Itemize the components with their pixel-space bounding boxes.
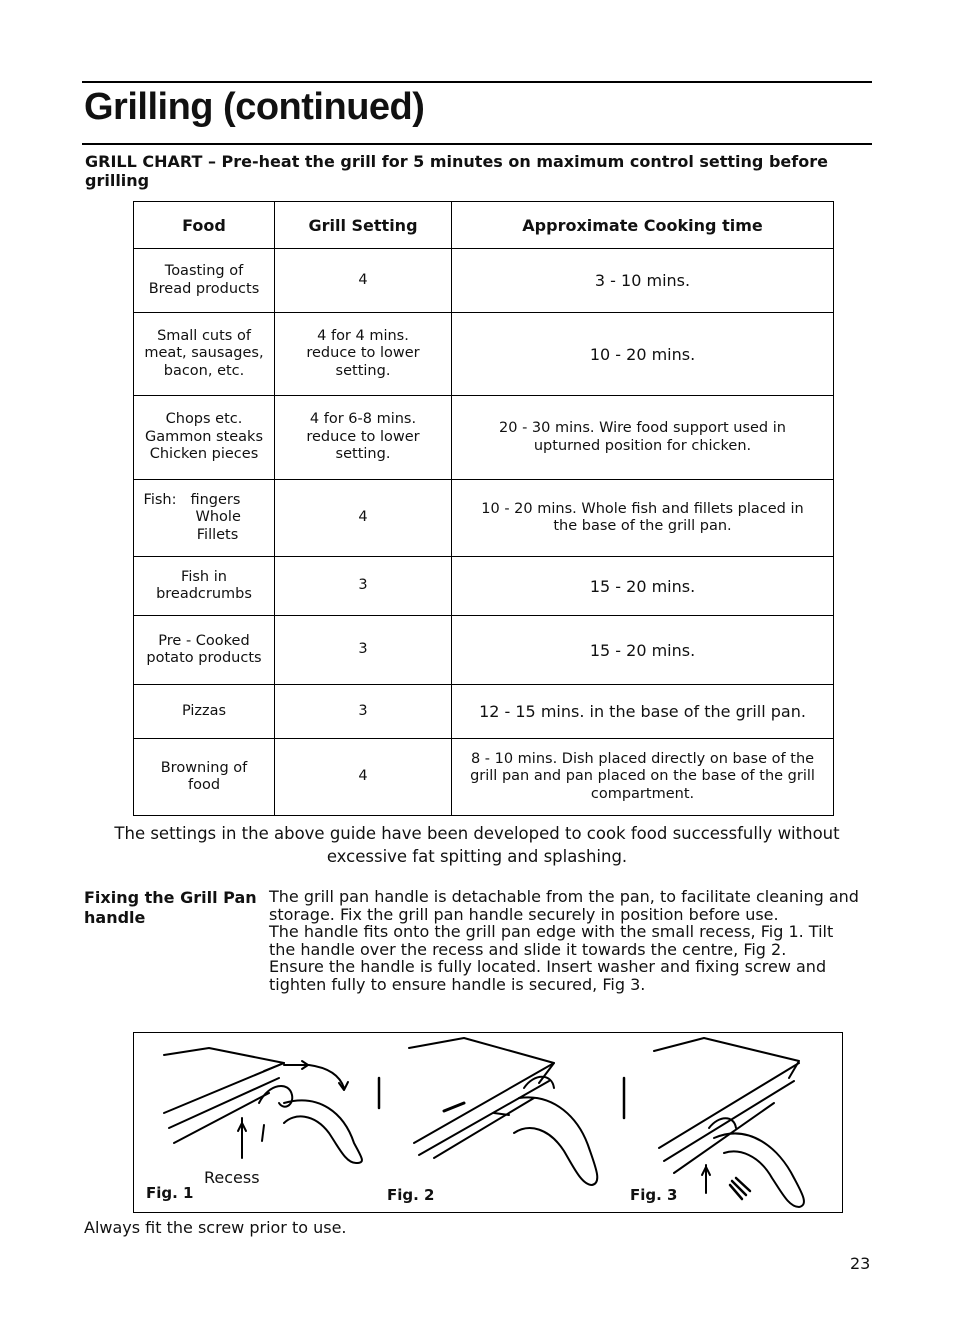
settings-note: The settings in the above guide have been developed to cook food successfully without excessive fat spitting and splashing. [114, 824, 840, 866]
time-cell: 10 - 20 mins. Whole fish and fillets placed in the base of the grill pan. [452, 480, 834, 557]
setting-cell: 4 [275, 249, 452, 313]
grill-chart-heading: GRILL CHART – Pre-heat the grill for 5 minutes on maximum control setting before grilling [85, 152, 828, 190]
food-cell: Fish in breadcrumbs [134, 557, 275, 616]
food-cell: Fish: fingers Whole Fillets [134, 480, 275, 557]
column-header-cooking-time: Approximate Cooking time [452, 202, 834, 249]
fixing-paragraph: Ensure the handle is fully located. Insert washer and fixing screw and tighten fully to ensure handle is secured, Fig 3. [269, 957, 827, 994]
time-cell: 8 - 10 mins. Dish placed directly on base of the grill pan and pan placed on the base of the grill compartment. [452, 739, 834, 816]
time-cell: 3 - 10 mins. [452, 249, 834, 313]
time-cell: 15 - 20 mins. [452, 557, 834, 616]
fig2-drawing [409, 1038, 597, 1185]
fig3-label: Fig. 3 [630, 1186, 678, 1204]
column-header-food: Food [134, 202, 275, 249]
table-header-row [134, 202, 834, 249]
food-cell: Pizzas [134, 685, 275, 739]
table-row [134, 557, 834, 616]
food-cell: Toasting of Bread products [134, 249, 275, 313]
recess-label: Recess [204, 1168, 260, 1187]
fixing-instructions [269, 888, 859, 993]
setting-cell: 3 [275, 557, 452, 616]
setting-cell: 4 [275, 739, 452, 816]
setting-cell: 4 [275, 480, 452, 557]
setting-cell: 3 [275, 685, 452, 739]
food-cell: Chops etc. Gammon steaks Chicken pieces [134, 396, 275, 480]
fig1-label: Fig. 1 [146, 1184, 194, 1202]
fig1-drawing [164, 1048, 379, 1163]
setting-cell: 4 for 4 mins. reduce to lower setting. [275, 313, 452, 396]
table-row [134, 739, 834, 816]
fixing-paragraph: The grill pan handle is detachable from the pan, to facilitate cleaning and storage. Fix the grill pan handle securely in position before use. [269, 887, 859, 924]
setting-cell: 4 for 6-8 mins. reduce to lower setting. [275, 396, 452, 480]
food-cell: Browning of food [134, 739, 275, 816]
table-row [134, 249, 834, 313]
time-cell: 10 - 20 mins. [452, 313, 834, 396]
page-title: Grilling (continued) [84, 86, 425, 128]
table-row [134, 396, 834, 480]
food-cell: Small cuts of meat, sausages, bacon, etc. [134, 313, 275, 396]
top-rule [82, 81, 872, 83]
table-row [134, 480, 834, 557]
table-row [134, 313, 834, 396]
page-number: 23 [850, 1254, 871, 1273]
fixing-paragraph: The handle fits onto the grill pan edge with the small recess, Fig 1. Tilt the handle over the recess and slide it towards the centre, Fig 2. [269, 922, 834, 959]
title-rule [82, 143, 872, 145]
time-cell: 15 - 20 mins. [452, 616, 834, 685]
always-fit-screw-note: Always fit the screw prior to use. [84, 1218, 347, 1237]
table-row [134, 685, 834, 739]
fixing-heading: Fixing the Grill Pan handle [84, 888, 257, 927]
food-cell: Pre - Cooked potato products [134, 616, 275, 685]
fig2-label: Fig. 2 [387, 1186, 435, 1204]
fig3-drawing [624, 1038, 804, 1207]
table-row [134, 616, 834, 685]
time-cell: 20 - 30 mins. Wire food support used in upturned position for chicken. [452, 396, 834, 480]
setting-cell: 3 [275, 616, 452, 685]
time-cell: 12 - 15 mins. in the base of the grill pan. [452, 685, 834, 739]
handle-figures [133, 1032, 843, 1213]
grill-chart-table [133, 201, 834, 816]
column-header-grill-setting: Grill Setting [275, 202, 452, 249]
